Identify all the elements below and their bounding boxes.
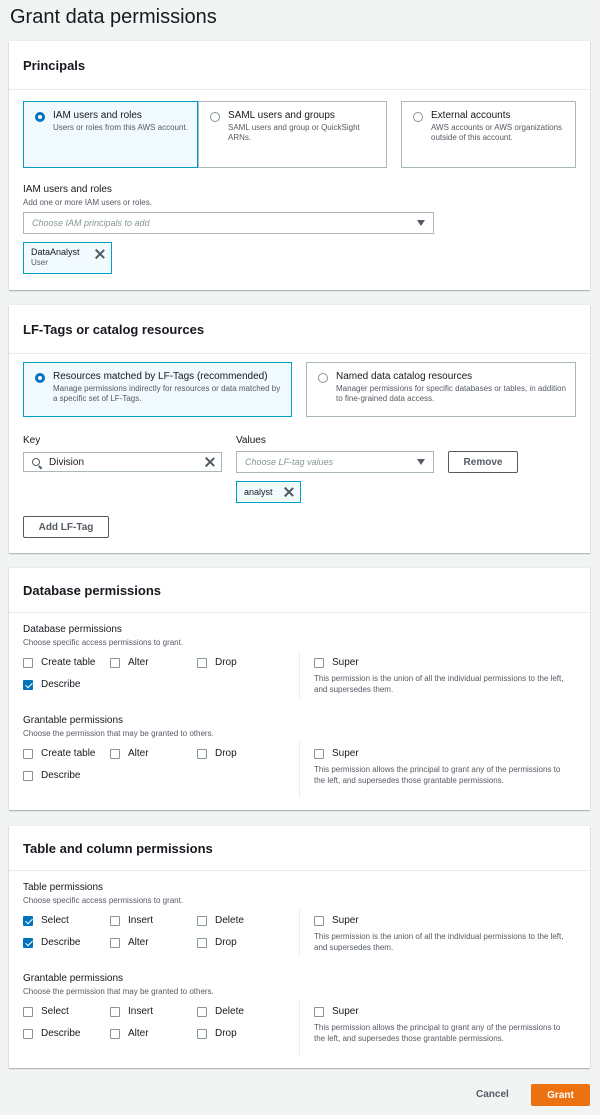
checkbox[interactable]: [197, 749, 207, 759]
radio-icon: [210, 112, 220, 122]
option-title: Named data catalog resources: [336, 371, 473, 382]
divider: [299, 1000, 300, 1056]
db-super-desc: This permission is the union of all the individual permissions to the left, and supersedes them.: [314, 674, 564, 694]
principal-token: [23, 242, 112, 274]
db-grant-label: Grantable permissions: [23, 715, 124, 726]
option-desc: AWS accounts or AWS organizations outside of this account.: [431, 123, 563, 142]
cancel-button[interactable]: Cancel: [476, 1089, 509, 1100]
db-perm-alter[interactable]: [110, 657, 149, 668]
checkbox[interactable]: [110, 1029, 120, 1039]
lftags-panel: [9, 305, 590, 553]
checkbox-label: Describe: [41, 679, 81, 690]
db-perm-describe[interactable]: [23, 679, 80, 690]
database-panel: [9, 568, 590, 810]
value-token: [236, 481, 301, 503]
db-grant-create-table[interactable]: [23, 748, 95, 759]
option-external-accounts[interactable]: [401, 101, 576, 168]
option-title: SAML users and groups: [228, 110, 335, 121]
iam-field-desc: Add one or more IAM users or roles.: [23, 198, 152, 207]
checkbox-label: Super: [332, 748, 359, 759]
checkbox-label: Insert: [128, 1006, 154, 1017]
checkbox-label: Alter: [128, 657, 149, 668]
page-title: Grant data permissions: [10, 6, 217, 28]
tbl-perm-drop[interactable]: [197, 937, 237, 948]
tbl-grant-delete[interactable]: [197, 1006, 244, 1017]
tbl-perm-label: Table permissions: [23, 882, 104, 893]
checkbox-label: Create table: [41, 748, 96, 759]
checkbox[interactable]: [23, 771, 33, 781]
key-input[interactable]: [23, 452, 222, 472]
checkbox-label: Delete: [215, 915, 244, 926]
option-desc: SAML users and group or QuickSight ARNs.: [228, 123, 360, 142]
checkbox-label: Super: [332, 1006, 359, 1017]
tbl-grant-desc: Choose the permission that may be granted to others.: [23, 987, 214, 996]
tbl-grant-describe[interactable]: [23, 1028, 80, 1039]
db-grant-desc: Choose the permission that may be granted to others.: [23, 729, 214, 738]
option-saml-users-groups[interactable]: [198, 101, 387, 168]
checkbox-checked[interactable]: [23, 938, 33, 948]
add-lf-tag-button[interactable]: Add LF-Tag: [23, 516, 109, 538]
checkbox-label: Drop: [215, 937, 237, 948]
checkbox[interactable]: [110, 658, 120, 668]
grant-button[interactable]: Grant: [531, 1084, 590, 1106]
tbl-grant-insert[interactable]: [110, 1006, 153, 1017]
remove-button[interactable]: Remove: [448, 451, 518, 473]
checkbox-checked[interactable]: [23, 916, 33, 926]
checkbox[interactable]: [197, 938, 207, 948]
principals-header: Principals: [9, 41, 590, 90]
token-label: DataAnalyst: [31, 247, 80, 257]
caret-down-icon: [417, 459, 425, 465]
checkbox[interactable]: [197, 916, 207, 926]
radio-selected-icon: [35, 112, 45, 122]
option-named-catalog[interactable]: [306, 362, 576, 417]
checkbox-checked[interactable]: [23, 680, 33, 690]
caret-down-icon: [417, 220, 425, 226]
option-desc: Manage permissions indirectly for resources or data matched by a specific set of LF-Tags.: [53, 384, 281, 403]
checkbox[interactable]: [197, 658, 207, 668]
iam-field-label: IAM users and roles: [23, 184, 112, 195]
checkbox-label: Drop: [215, 1028, 237, 1039]
tbl-perm-desc: Choose specific access permissions to grant.: [23, 896, 184, 905]
db-perm-drop[interactable]: [197, 657, 237, 668]
divider: [299, 742, 300, 798]
checkbox[interactable]: [314, 1007, 324, 1017]
checkbox-label: Insert: [128, 915, 154, 926]
db-grant-describe[interactable]: [23, 770, 80, 781]
tbl-grant-select[interactable]: [23, 1006, 69, 1017]
checkbox[interactable]: [314, 658, 324, 668]
checkbox-label: Super: [332, 657, 359, 668]
token-label: analyst: [244, 487, 273, 497]
checkbox[interactable]: [110, 938, 120, 948]
search-icon: [32, 458, 40, 466]
checkbox[interactable]: [23, 658, 33, 668]
option-desc: Users or roles from this AWS account.: [53, 123, 188, 132]
tbl-perm-super[interactable]: [314, 915, 359, 926]
db-perm-super[interactable]: [314, 657, 359, 668]
checkbox[interactable]: [23, 1007, 33, 1017]
db-grant-alter[interactable]: [110, 748, 149, 759]
radio-selected-icon: [35, 373, 45, 383]
checkbox-label: Create table: [41, 657, 96, 668]
checkbox[interactable]: [314, 749, 324, 759]
lftags-header: LF-Tags or catalog resources: [9, 305, 590, 354]
key-label: Key: [23, 435, 41, 446]
table-panel: [9, 826, 590, 1068]
principals-panel: [9, 41, 590, 290]
db-perm-label: Database permissions: [23, 624, 122, 635]
checkbox[interactable]: [197, 1029, 207, 1039]
database-header: Database permissions: [9, 568, 590, 613]
option-title: Resources matched by LF-Tags (recommended): [53, 371, 268, 382]
tbl-perm-describe[interactable]: [23, 937, 80, 948]
checkbox-label: Delete: [215, 1006, 244, 1017]
checkbox-label: Select: [41, 915, 69, 926]
table-header: Table and column permissions: [9, 826, 590, 871]
close-icon[interactable]: [284, 487, 294, 497]
radio-icon: [318, 373, 328, 383]
select-placeholder: Choose IAM principals to add: [32, 218, 150, 228]
db-grant-super-desc: This permission allows the principal to grant any of the permissions to the left, and supersedes those grantable permissions.: [314, 765, 561, 785]
checkbox[interactable]: [110, 749, 120, 759]
radio-icon: [413, 112, 423, 122]
token-sub: User: [31, 258, 48, 267]
select-placeholder: Choose LF-tag values: [245, 457, 334, 467]
db-grant-drop[interactable]: [197, 748, 237, 759]
tbl-grant-super[interactable]: [314, 1006, 359, 1017]
tbl-grant-label: Grantable permissions: [23, 973, 124, 984]
checkbox-label: Describe: [41, 770, 81, 781]
tbl-super-desc: This permission is the union of all the individual permissions to the left, and supersedes them.: [314, 932, 564, 952]
checkbox[interactable]: [110, 1007, 120, 1017]
checkbox-label: Alter: [128, 937, 149, 948]
checkbox[interactable]: [23, 1029, 33, 1039]
checkbox-label: Describe: [41, 1028, 81, 1039]
option-desc: Manager permissions for specific databases or tables, in addition to fine-grained data access.: [336, 384, 566, 403]
tbl-grant-super-desc: This permission allows the principal to grant any of the permissions to the left, and supersedes those grantable permissions.: [314, 1023, 561, 1043]
divider: [299, 910, 300, 956]
values-label: Values: [236, 435, 266, 446]
db-perm-desc: Choose specific access permissions to grant.: [23, 638, 184, 647]
iam-principals-select[interactable]: [23, 212, 434, 234]
tbl-grant-drop[interactable]: [197, 1028, 237, 1039]
checkbox[interactable]: [197, 1007, 207, 1017]
checkbox[interactable]: [23, 749, 33, 759]
clear-icon[interactable]: [205, 457, 215, 467]
checkbox-label: Alter: [128, 1028, 149, 1039]
db-perm-create-table[interactable]: [23, 657, 95, 668]
tbl-grant-alter[interactable]: [110, 1028, 149, 1039]
option-title: External accounts: [431, 110, 511, 121]
option-title: IAM users and roles: [53, 110, 142, 121]
checkbox-label: Select: [41, 1006, 69, 1017]
divider: [299, 652, 300, 698]
values-select[interactable]: [236, 451, 434, 473]
checkbox-label: Super: [332, 915, 359, 926]
checkbox[interactable]: [110, 916, 120, 926]
option-iam-users-roles[interactable]: [23, 101, 198, 168]
close-icon[interactable]: [95, 249, 105, 259]
tbl-perm-insert[interactable]: [110, 915, 153, 926]
tbl-perm-delete[interactable]: [197, 915, 244, 926]
checkbox-label: Describe: [41, 937, 81, 948]
db-grant-super[interactable]: [314, 748, 359, 759]
key-value: Division: [49, 456, 85, 468]
tbl-perm-select[interactable]: [23, 915, 69, 926]
checkbox-label: Drop: [215, 657, 237, 668]
tbl-perm-alter[interactable]: [110, 937, 149, 948]
checkbox[interactable]: [314, 916, 324, 926]
option-lf-tags[interactable]: [23, 362, 292, 417]
checkbox-label: Drop: [215, 748, 237, 759]
checkbox-label: Alter: [128, 748, 149, 759]
